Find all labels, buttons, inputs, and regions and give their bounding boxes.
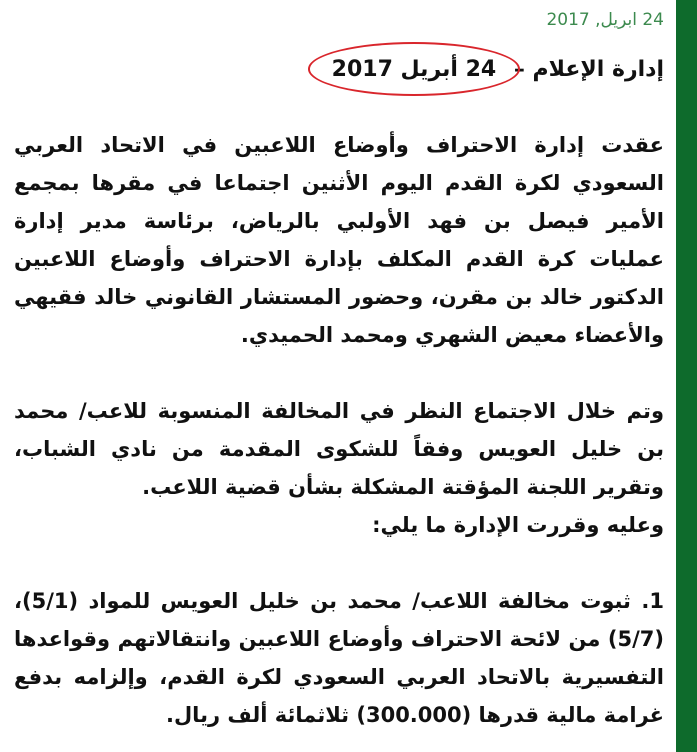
header-source: إدارة الإعلام – [506,57,664,82]
green-sidebar [676,0,697,752]
post-date: 24 ابريل, 2017 [546,10,664,30]
article-header [322,57,664,82]
header-date-highlight [322,57,507,82]
paragraph-decision-1: 1. ثبوت مخالفة اللاعب/ محمد بن خليل العويس للمواد (5/1)، (5/7) من لائحة الاحتراف وأوضاع اللاعبين وانتقالاتهم وقواعدها التفسيرية بالاتحاد العربي السعودي لكرة القدم، وإلزامه بدفع غرامة مالية قدرها (300.000) ثلاثمائة ألف ريال. [14,589,664,727]
red-circle-annotation [308,42,521,96]
paragraph-meeting: عقدت إدارة الاحتراف وأوضاع اللاعبين في الاتحاد العربي السعودي لكرة القدم اليوم الأثنين اجتماعا في مقرها بمجمع الأمير فيصل بن فهد الأولبي بالرياض، برئاسة مدير إدارة عمليات كرة القدم المكلف بإدارة الاحتراف وأوضاع اللاعبين الدكتور خالد بن مقرن، وحضور المستشار القانوني خالد فقيهي والأعضاء معيض الشهري ومحمد الحميدي. [14,133,664,347]
paragraph-decision-intro: وعليه وقررت الإدارة ما يلي: [372,513,664,537]
header-date: 24 أبريل 2017 [331,57,497,82]
article-body [14,126,664,734]
paragraph-review: وتم خلال الاجتماع النظر في المخالفة المنسوبة للاعب/ محمد بن خليل العويس وفقاً للشكوى المقدمة من نادي الشباب، وتقرير اللجنة المؤقتة المشكلة بشأن قضية اللاعب. [14,399,664,499]
